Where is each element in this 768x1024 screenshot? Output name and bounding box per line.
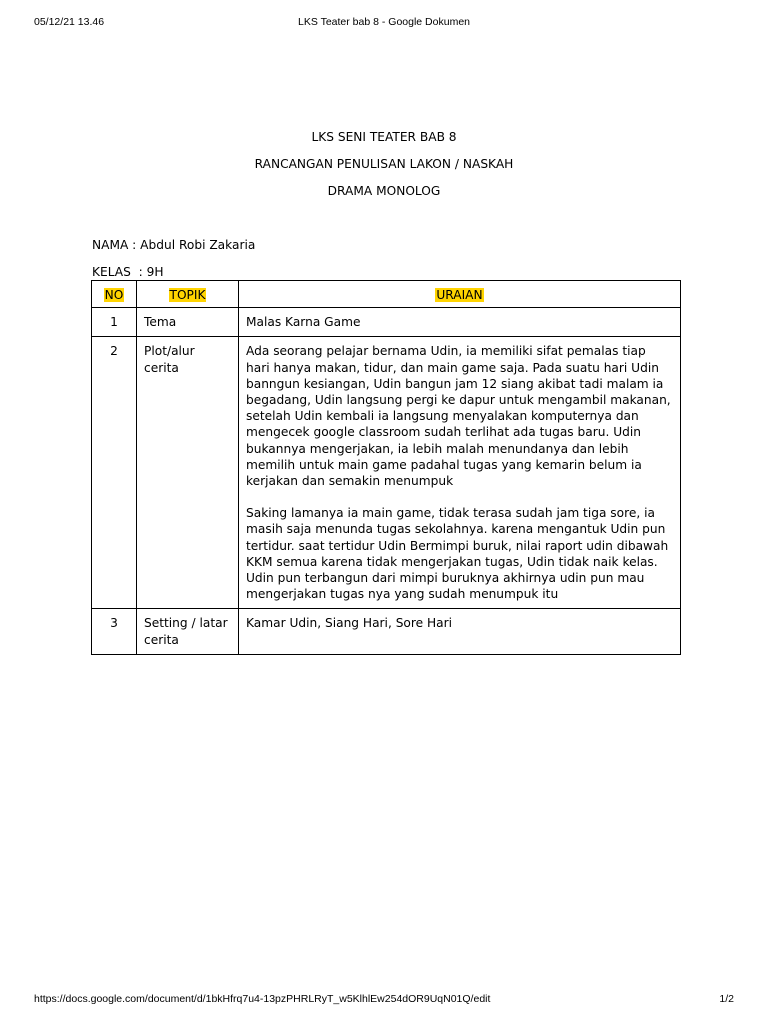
uraian-paragraph: Malas Karna Game (246, 315, 361, 330)
row-topik: Setting / latar cerita (137, 609, 239, 654)
print-datetime: 05/12/21 13.46 (34, 16, 105, 28)
table-row (92, 337, 681, 609)
doc-title-line-1: LKS SENI TEATER BAB 8 (311, 130, 457, 144)
print-page-number: 1/2 (719, 993, 734, 1005)
uraian-paragraph: Saking lamanya ia main game, tidak terasa sudah jam tiga sore, ia masih saja menunda tugas sekolahnya. karena mengantuk Udin pun tertidur. saat tertidur Udin Bermimpi buruk, nilai raport udin dibawah KKM semua karena tidak mengerjakan tugas, Udin tidak naik kelas. Udin pun terbangun dari mimpi buruknya akhirnya udin pun mau mengerjakan tugas nya yang sudah menumpuk itu (246, 506, 669, 602)
print-doc-title: LKS Teater bab 8 - Google Dokumen (298, 16, 470, 28)
row-topik: Plot/alur cerita (137, 337, 239, 609)
header-no (92, 281, 137, 308)
row-uraian (239, 609, 681, 654)
doc-title-line-3: DRAMA MONOLOG (327, 184, 441, 198)
print-url: https://docs.google.com/document/d/1bkHfrq7u4-13pzPHRLRyT_w5KlhlEw254dOR9UqN01Q/edit (34, 993, 491, 1005)
header-uraian-label: URAIAN (436, 288, 483, 302)
lks-table (91, 280, 681, 655)
row-no: 2 (92, 337, 137, 609)
table-row (92, 609, 681, 654)
print-header (34, 16, 734, 32)
print-footer (34, 993, 734, 1009)
doc-title-line-2: RANCANGAN PENULISAN LAKON / NASKAH (254, 157, 514, 171)
uraian-paragraph: Ada seorang pelajar bernama Udin, ia memiliki sifat pemalas tiap hari hanya makan, tidur, dan main game saja. Pada suatu hari Udin banngun kesiangan, Udin bangun jam 12 siang akibat tadi malam ia begadang, Udin langsung pergi ke dapur untuk mengambil makanan, setelah Udin kembali ia langsung menyalakan komputernya dan mengecek google classroom sudah terlihat ada tugas baru. Udin bukannya mengerjakan, ia lebih malah menundanya dan lebih memilih untuk main game padahal tugas yang kemarin belum ia kerjakan dan semakin menumpuk (246, 344, 671, 489)
row-uraian (239, 308, 681, 337)
row-topik: Tema (137, 308, 239, 337)
row-uraian (239, 337, 681, 609)
header-topik (137, 281, 239, 308)
student-class: KELAS : 9H (92, 265, 164, 279)
header-topik-label: TOPIK (169, 288, 206, 302)
row-no: 3 (92, 609, 137, 654)
table-header-row (92, 281, 681, 308)
header-uraian (239, 281, 681, 308)
header-no-label: NO (104, 288, 124, 302)
row-no: 1 (92, 308, 137, 337)
uraian-paragraph: Kamar Udin, Siang Hari, Sore Hari (246, 616, 453, 631)
table-row (92, 308, 681, 337)
student-name: NAMA : Abdul Robi Zakaria (92, 238, 256, 252)
